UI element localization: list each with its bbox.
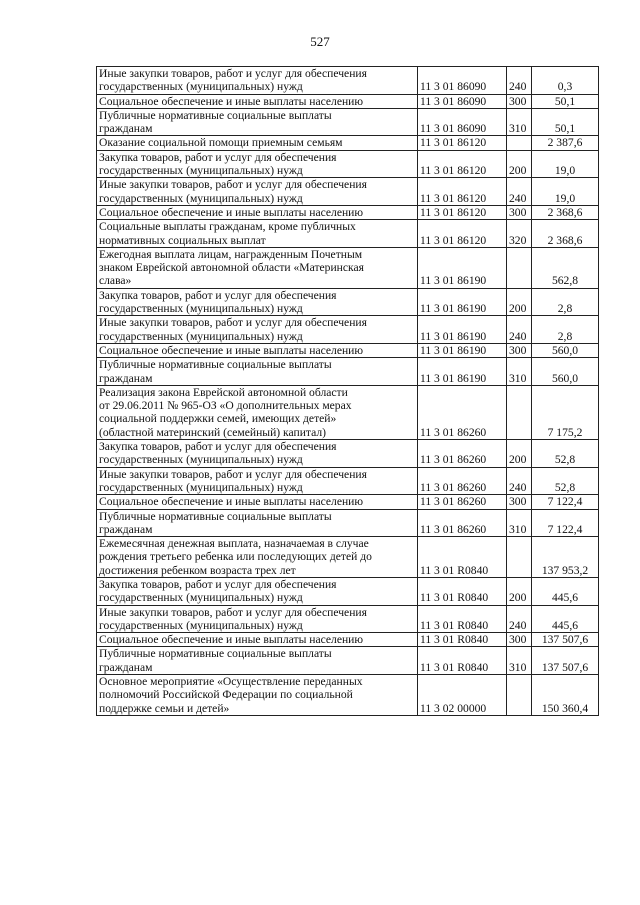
expense-name-line: гражданам xyxy=(99,122,153,136)
expense-name-line: Основное мероприятие «Осуществление переданных xyxy=(99,675,363,689)
expense-name-cell xyxy=(97,675,418,716)
table-row xyxy=(97,509,599,537)
amount-cell: 52,8 xyxy=(532,467,599,495)
expense-type-cell: 310 xyxy=(507,108,532,136)
table-row xyxy=(97,537,599,578)
expense-name-line: Реализация закона Еврейской автономной области xyxy=(99,385,348,399)
expense-type-cell: 300 xyxy=(507,495,532,509)
classification-code-cell: 11 3 01 86190 xyxy=(418,247,507,288)
classification-code-cell: 11 3 01 86260 xyxy=(418,467,507,495)
expense-name-line: Публичные нормативные социальные выплаты xyxy=(99,108,332,122)
expense-name-cell xyxy=(97,178,418,206)
budget-table-body xyxy=(97,67,599,716)
classification-code-cell: 11 3 01 86120 xyxy=(418,150,507,178)
expense-name-cell xyxy=(97,509,418,537)
table-row xyxy=(97,385,599,439)
expense-name-line: гражданам xyxy=(99,660,153,674)
classification-code-cell: 11 3 01 R0840 xyxy=(418,605,507,633)
amount-cell: 19,0 xyxy=(532,178,599,206)
expense-name-line: Социальное обеспечение и иные выплаты населению xyxy=(99,343,364,357)
expense-name-cell xyxy=(97,94,418,108)
page-number: 527 xyxy=(310,34,330,49)
expense-name-cell xyxy=(97,605,418,633)
expense-name-line: Иные закупки товаров, работ и услуг для обеспечения xyxy=(99,67,367,80)
expense-type-cell: 200 xyxy=(507,440,532,468)
expense-name-cell xyxy=(97,220,418,248)
table-row xyxy=(97,316,599,344)
classification-code-cell: 11 3 01 86090 xyxy=(418,94,507,108)
classification-code-cell: 11 3 02 00000 xyxy=(418,675,507,716)
table-row xyxy=(97,647,599,675)
expense-name-cell xyxy=(97,205,418,219)
expense-type-cell: 200 xyxy=(507,288,532,316)
table-row xyxy=(97,358,599,386)
expense-name-line: слава» xyxy=(99,274,132,288)
expense-name-line: Социальное обеспечение и иные выплаты населению xyxy=(99,495,364,509)
expense-name-cell xyxy=(97,467,418,495)
classification-code-cell: 11 3 01 R0840 xyxy=(418,537,507,578)
table-row xyxy=(97,343,599,357)
expense-name-line: Закупка товаров, работ и услуг для обеспечения xyxy=(99,440,337,454)
amount-cell: 7 122,4 xyxy=(532,509,599,537)
expense-name-cell xyxy=(97,343,418,357)
expense-name-line: от 29.06.2011 № 965-ОЗ «О дополнительных мерах xyxy=(99,399,352,413)
amount-cell: 0,3 xyxy=(532,67,599,95)
expense-type-cell: 200 xyxy=(507,577,532,605)
expense-name-line: Ежегодная выплата лицам, награжденным Почетным xyxy=(99,247,363,261)
amount-cell: 52,8 xyxy=(532,440,599,468)
amount-cell: 137 953,2 xyxy=(532,537,599,578)
amount-cell: 7 175,2 xyxy=(532,385,599,439)
classification-code-cell: 11 3 01 86120 xyxy=(418,136,507,150)
table-row xyxy=(97,205,599,219)
expense-type-cell: 310 xyxy=(507,358,532,386)
amount-cell: 2 368,6 xyxy=(532,220,599,248)
classification-code-cell: 11 3 01 86190 xyxy=(418,288,507,316)
expense-name-line: социальной поддержки семей, имеющих детей» xyxy=(99,412,337,426)
classification-code-cell: 11 3 01 R0840 xyxy=(418,577,507,605)
expense-name-cell xyxy=(97,136,418,150)
expense-name-line: полномочий Российской Федерации по социальной xyxy=(99,688,353,702)
table-row xyxy=(97,495,599,509)
expense-name-line: нормативных социальных выплат xyxy=(99,233,266,247)
expense-name-line: Социальное обеспечение и иные выплаты населению xyxy=(99,94,364,108)
expense-type-cell xyxy=(507,247,532,288)
expense-name-line: Оказание социальной помощи приемным семьям xyxy=(99,136,343,150)
classification-code-cell: 11 3 01 86120 xyxy=(418,178,507,206)
amount-cell: 2 368,6 xyxy=(532,205,599,219)
expense-name-line: государственных (муниципальных) нужд xyxy=(99,302,303,316)
table-row xyxy=(97,467,599,495)
amount-cell: 560,0 xyxy=(532,358,599,386)
expense-name-line: государственных (муниципальных) нужд xyxy=(99,591,303,605)
amount-cell: 2 387,6 xyxy=(532,136,599,150)
expense-name-line: государственных (муниципальных) нужд xyxy=(99,164,303,178)
table-row xyxy=(97,67,599,95)
expense-name-cell xyxy=(97,495,418,509)
expense-name-line: Иные закупки товаров, работ и услуг для обеспечения xyxy=(99,316,367,330)
expense-type-cell: 240 xyxy=(507,605,532,633)
expense-name-cell xyxy=(97,385,418,439)
expense-name-line: поддержке семьи и детей» xyxy=(99,701,230,715)
amount-cell: 50,1 xyxy=(532,94,599,108)
expense-type-cell: 300 xyxy=(507,633,532,647)
amount-cell: 445,6 xyxy=(532,605,599,633)
expense-name-line: Закупка товаров, работ и услуг для обеспечения xyxy=(99,577,337,591)
expense-name-line: (областной материнский (семейный) капитал) xyxy=(99,425,327,439)
table-row xyxy=(97,675,599,716)
expense-name-line: государственных (муниципальных) нужд xyxy=(99,329,303,343)
expense-name-line: государственных (муниципальных) нужд xyxy=(99,191,303,205)
expense-name-line: Закупка товаров, работ и услуг для обеспечения xyxy=(99,288,337,302)
expense-type-cell: 200 xyxy=(507,150,532,178)
amount-cell: 19,0 xyxy=(532,150,599,178)
expense-type-cell: 310 xyxy=(507,509,532,537)
classification-code-cell: 11 3 01 86260 xyxy=(418,509,507,537)
expense-name-cell xyxy=(97,577,418,605)
expense-type-cell: 240 xyxy=(507,316,532,344)
expense-name-line: Социальное обеспечение и иные выплаты населению xyxy=(99,633,364,647)
classification-code-cell: 11 3 01 86260 xyxy=(418,385,507,439)
table-row xyxy=(97,94,599,108)
amount-cell: 2,8 xyxy=(532,316,599,344)
table-row xyxy=(97,108,599,136)
classification-code-cell: 11 3 01 R0840 xyxy=(418,633,507,647)
amount-cell: 560,0 xyxy=(532,343,599,357)
expense-name-cell xyxy=(97,288,418,316)
expense-name-line: Социальное обеспечение и иные выплаты населению xyxy=(99,205,364,219)
expense-type-cell: 240 xyxy=(507,67,532,95)
expense-type-cell: 320 xyxy=(507,220,532,248)
expense-name-cell xyxy=(97,647,418,675)
budget-table xyxy=(96,66,599,716)
expense-name-line: гражданам xyxy=(99,522,153,536)
table-row xyxy=(97,178,599,206)
table-row xyxy=(97,288,599,316)
expense-name-cell xyxy=(97,108,418,136)
expense-name-cell xyxy=(97,633,418,647)
expense-name-line: Закупка товаров, работ и услуг для обеспечения xyxy=(99,150,337,164)
expense-name-line: Публичные нормативные социальные выплаты xyxy=(99,647,332,661)
expense-name-cell xyxy=(97,440,418,468)
amount-cell: 562,8 xyxy=(532,247,599,288)
expense-name-line: государственных (муниципальных) нужд xyxy=(99,453,303,467)
expense-name-line: Публичные нормативные социальные выплаты xyxy=(99,358,332,372)
expense-type-cell: 300 xyxy=(507,205,532,219)
amount-cell: 137 507,6 xyxy=(532,647,599,675)
expense-type-cell xyxy=(507,136,532,150)
amount-cell: 7 122,4 xyxy=(532,495,599,509)
classification-code-cell: 11 3 01 86190 xyxy=(418,343,507,357)
expense-type-cell: 240 xyxy=(507,178,532,206)
expense-name-line: Ежемесячная денежная выплата, назначаемая в случае xyxy=(99,537,369,551)
expense-name-cell xyxy=(97,358,418,386)
expense-type-cell: 300 xyxy=(507,343,532,357)
table-row xyxy=(97,633,599,647)
expense-name-cell xyxy=(97,247,418,288)
expense-name-line: рождения третьего ребенка или последующих детей до xyxy=(99,550,372,564)
expense-name-line: Иные закупки товаров, работ и услуг для обеспечения xyxy=(99,605,367,619)
expense-name-line: государственных (муниципальных) нужд xyxy=(99,80,303,94)
classification-code-cell: 11 3 01 86190 xyxy=(418,316,507,344)
expense-type-cell xyxy=(507,675,532,716)
classification-code-cell: 11 3 01 86260 xyxy=(418,440,507,468)
amount-cell: 137 507,6 xyxy=(532,633,599,647)
table-row xyxy=(97,577,599,605)
expense-name-cell xyxy=(97,67,418,95)
table-row xyxy=(97,440,599,468)
classification-code-cell: 11 3 01 86260 xyxy=(418,495,507,509)
table-row xyxy=(97,136,599,150)
expense-name-line: Иные закупки товаров, работ и услуг для обеспечения xyxy=(99,467,367,481)
expense-name-cell xyxy=(97,150,418,178)
expense-name-line: гражданам xyxy=(99,371,153,385)
table-row xyxy=(97,220,599,248)
amount-cell: 50,1 xyxy=(532,108,599,136)
amount-cell: 445,6 xyxy=(532,577,599,605)
classification-code-cell: 11 3 01 R0840 xyxy=(418,647,507,675)
expense-name-cell xyxy=(97,537,418,578)
amount-cell: 150 360,4 xyxy=(532,675,599,716)
expense-name-line: достижения ребенком возраста трех лет xyxy=(99,563,296,577)
expense-name-line: знаком Еврейской автономной области «Материнская xyxy=(99,261,364,275)
expense-name-line: Публичные нормативные социальные выплаты xyxy=(99,509,332,523)
classification-code-cell: 11 3 01 86120 xyxy=(418,220,507,248)
expense-type-cell: 310 xyxy=(507,647,532,675)
expense-type-cell xyxy=(507,537,532,578)
table-row xyxy=(97,605,599,633)
expense-type-cell: 300 xyxy=(507,94,532,108)
classification-code-cell: 11 3 01 86090 xyxy=(418,108,507,136)
table-row xyxy=(97,150,599,178)
expense-name-line: Социальные выплаты гражданам, кроме публичных xyxy=(99,220,356,234)
amount-cell: 2,8 xyxy=(532,288,599,316)
expense-name-line: Иные закупки товаров, работ и услуг для обеспечения xyxy=(99,178,367,192)
classification-code-cell: 11 3 01 86190 xyxy=(418,358,507,386)
expense-name-cell xyxy=(97,316,418,344)
expense-name-line: государственных (муниципальных) нужд xyxy=(99,618,303,632)
expense-type-cell xyxy=(507,385,532,439)
classification-code-cell: 11 3 01 86120 xyxy=(418,205,507,219)
classification-code-cell: 11 3 01 86090 xyxy=(418,67,507,95)
expense-name-line: государственных (муниципальных) нужд xyxy=(99,480,303,494)
table-row xyxy=(97,247,599,288)
expense-type-cell: 240 xyxy=(507,467,532,495)
